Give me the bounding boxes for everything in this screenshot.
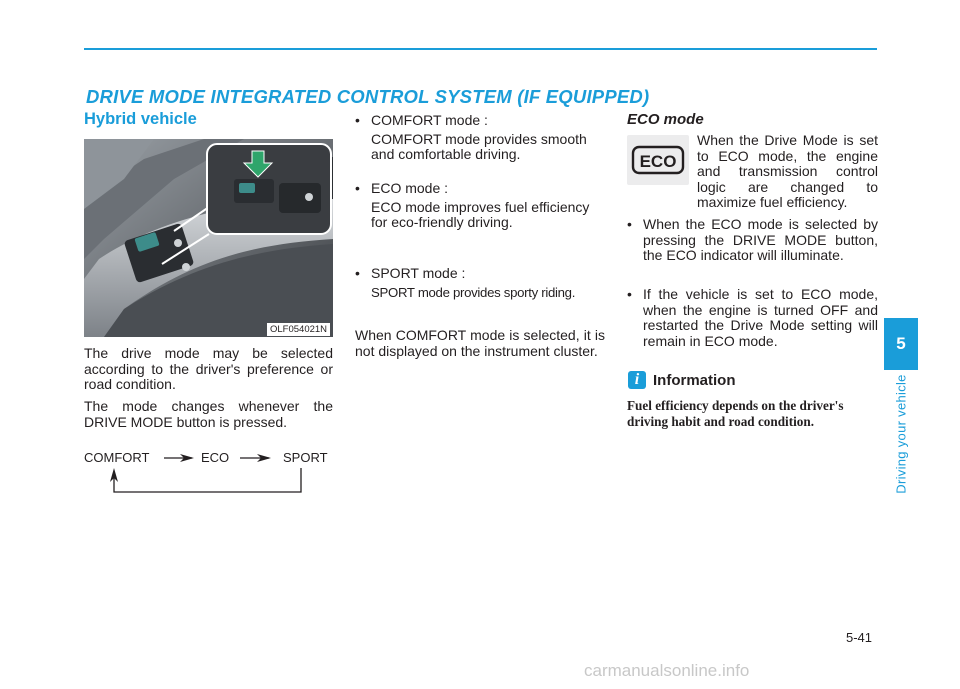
- bullet-text: If the vehicle is set to ECO mode, when the engine is turned OFF and restarted the Drive Mode setting will remain in ECO mode.: [643, 286, 878, 349]
- bullet-title: COMFORT mode :: [371, 112, 488, 128]
- drive-mode-description: The drive mode may be selected according to the driver's preference or road condition.: [84, 345, 333, 392]
- eco-mode-heading: ECO mode: [627, 111, 704, 128]
- mode-cycle-svg: [84, 446, 333, 498]
- bullet-dot: •: [355, 112, 360, 128]
- hybrid-vehicle-heading: Hybrid vehicle: [84, 110, 197, 128]
- information-text: Fuel efficiency depends on the driver's driving habit and road condition.: [627, 398, 844, 429]
- eco-bullet-restart: [627, 287, 878, 349]
- chapter-label: Driving your vehicle: [893, 374, 909, 494]
- bullet-description: COMFORT mode provides smooth and comfortable driving.: [371, 130, 587, 162]
- image-code: OLF054021N: [267, 323, 330, 336]
- watermark: carmanualsonline.info: [584, 661, 750, 680]
- eco-bullet-selection: [627, 217, 878, 264]
- flow-eco-label: ECO: [201, 450, 230, 465]
- eco-indicator-text: ECO: [639, 152, 677, 171]
- information-icon: i: [628, 371, 646, 389]
- eco-mode-bullet: [355, 181, 605, 231]
- chapter-tab: 5: [884, 318, 918, 370]
- flow-sport-label: SPORT: [283, 450, 328, 465]
- eco-indicator-svg: [627, 135, 689, 185]
- bullet-description: SPORT mode provides sporty riding.: [371, 284, 576, 300]
- drive-mode-button-photo: [84, 139, 333, 337]
- bullet-title: SPORT mode :: [371, 265, 466, 281]
- bullet-dot: •: [627, 216, 632, 232]
- bullet-dot: •: [355, 180, 360, 196]
- mode-change-description: The mode changes whenever the DRIVE MODE button is pressed.: [84, 398, 333, 430]
- comfort-display-note: When COMFORT mode is selected, it is not displayed on the instrument cluster.: [355, 327, 605, 359]
- bullet-description: ECO mode improves fuel efficiency for eco-friendly driving.: [371, 198, 590, 230]
- bullet-title: ECO mode :: [371, 180, 449, 196]
- page-title: DRIVE MODE INTEGRATED CONTROL SYSTEM (IF EQUIPPED): [86, 86, 650, 107]
- page-number: 5-41: [846, 630, 873, 645]
- bullet-dot: •: [355, 265, 360, 281]
- top-rule: [84, 48, 877, 50]
- arrow-sport-to-comfort: [114, 468, 301, 492]
- bullet-text: When the ECO mode is selected by pressing the DRIVE MODE button, the ECO indicator will illuminate.: [643, 216, 878, 263]
- information-title: Information: [653, 372, 736, 389]
- flow-comfort-label: COMFORT: [84, 450, 150, 465]
- eco-indicator-icon: [627, 135, 689, 185]
- mode-cycle-diagram: [84, 446, 333, 498]
- sport-mode-bullet: [355, 266, 607, 300]
- bullet-dot: •: [627, 286, 632, 302]
- comfort-mode-bullet: [355, 113, 605, 163]
- console-illustration: [84, 139, 333, 337]
- eco-mode-intro: When the Drive Mode is set to ECO mode, the engine and transmission control logic are changed to maximize fuel efficiency.: [697, 132, 878, 210]
